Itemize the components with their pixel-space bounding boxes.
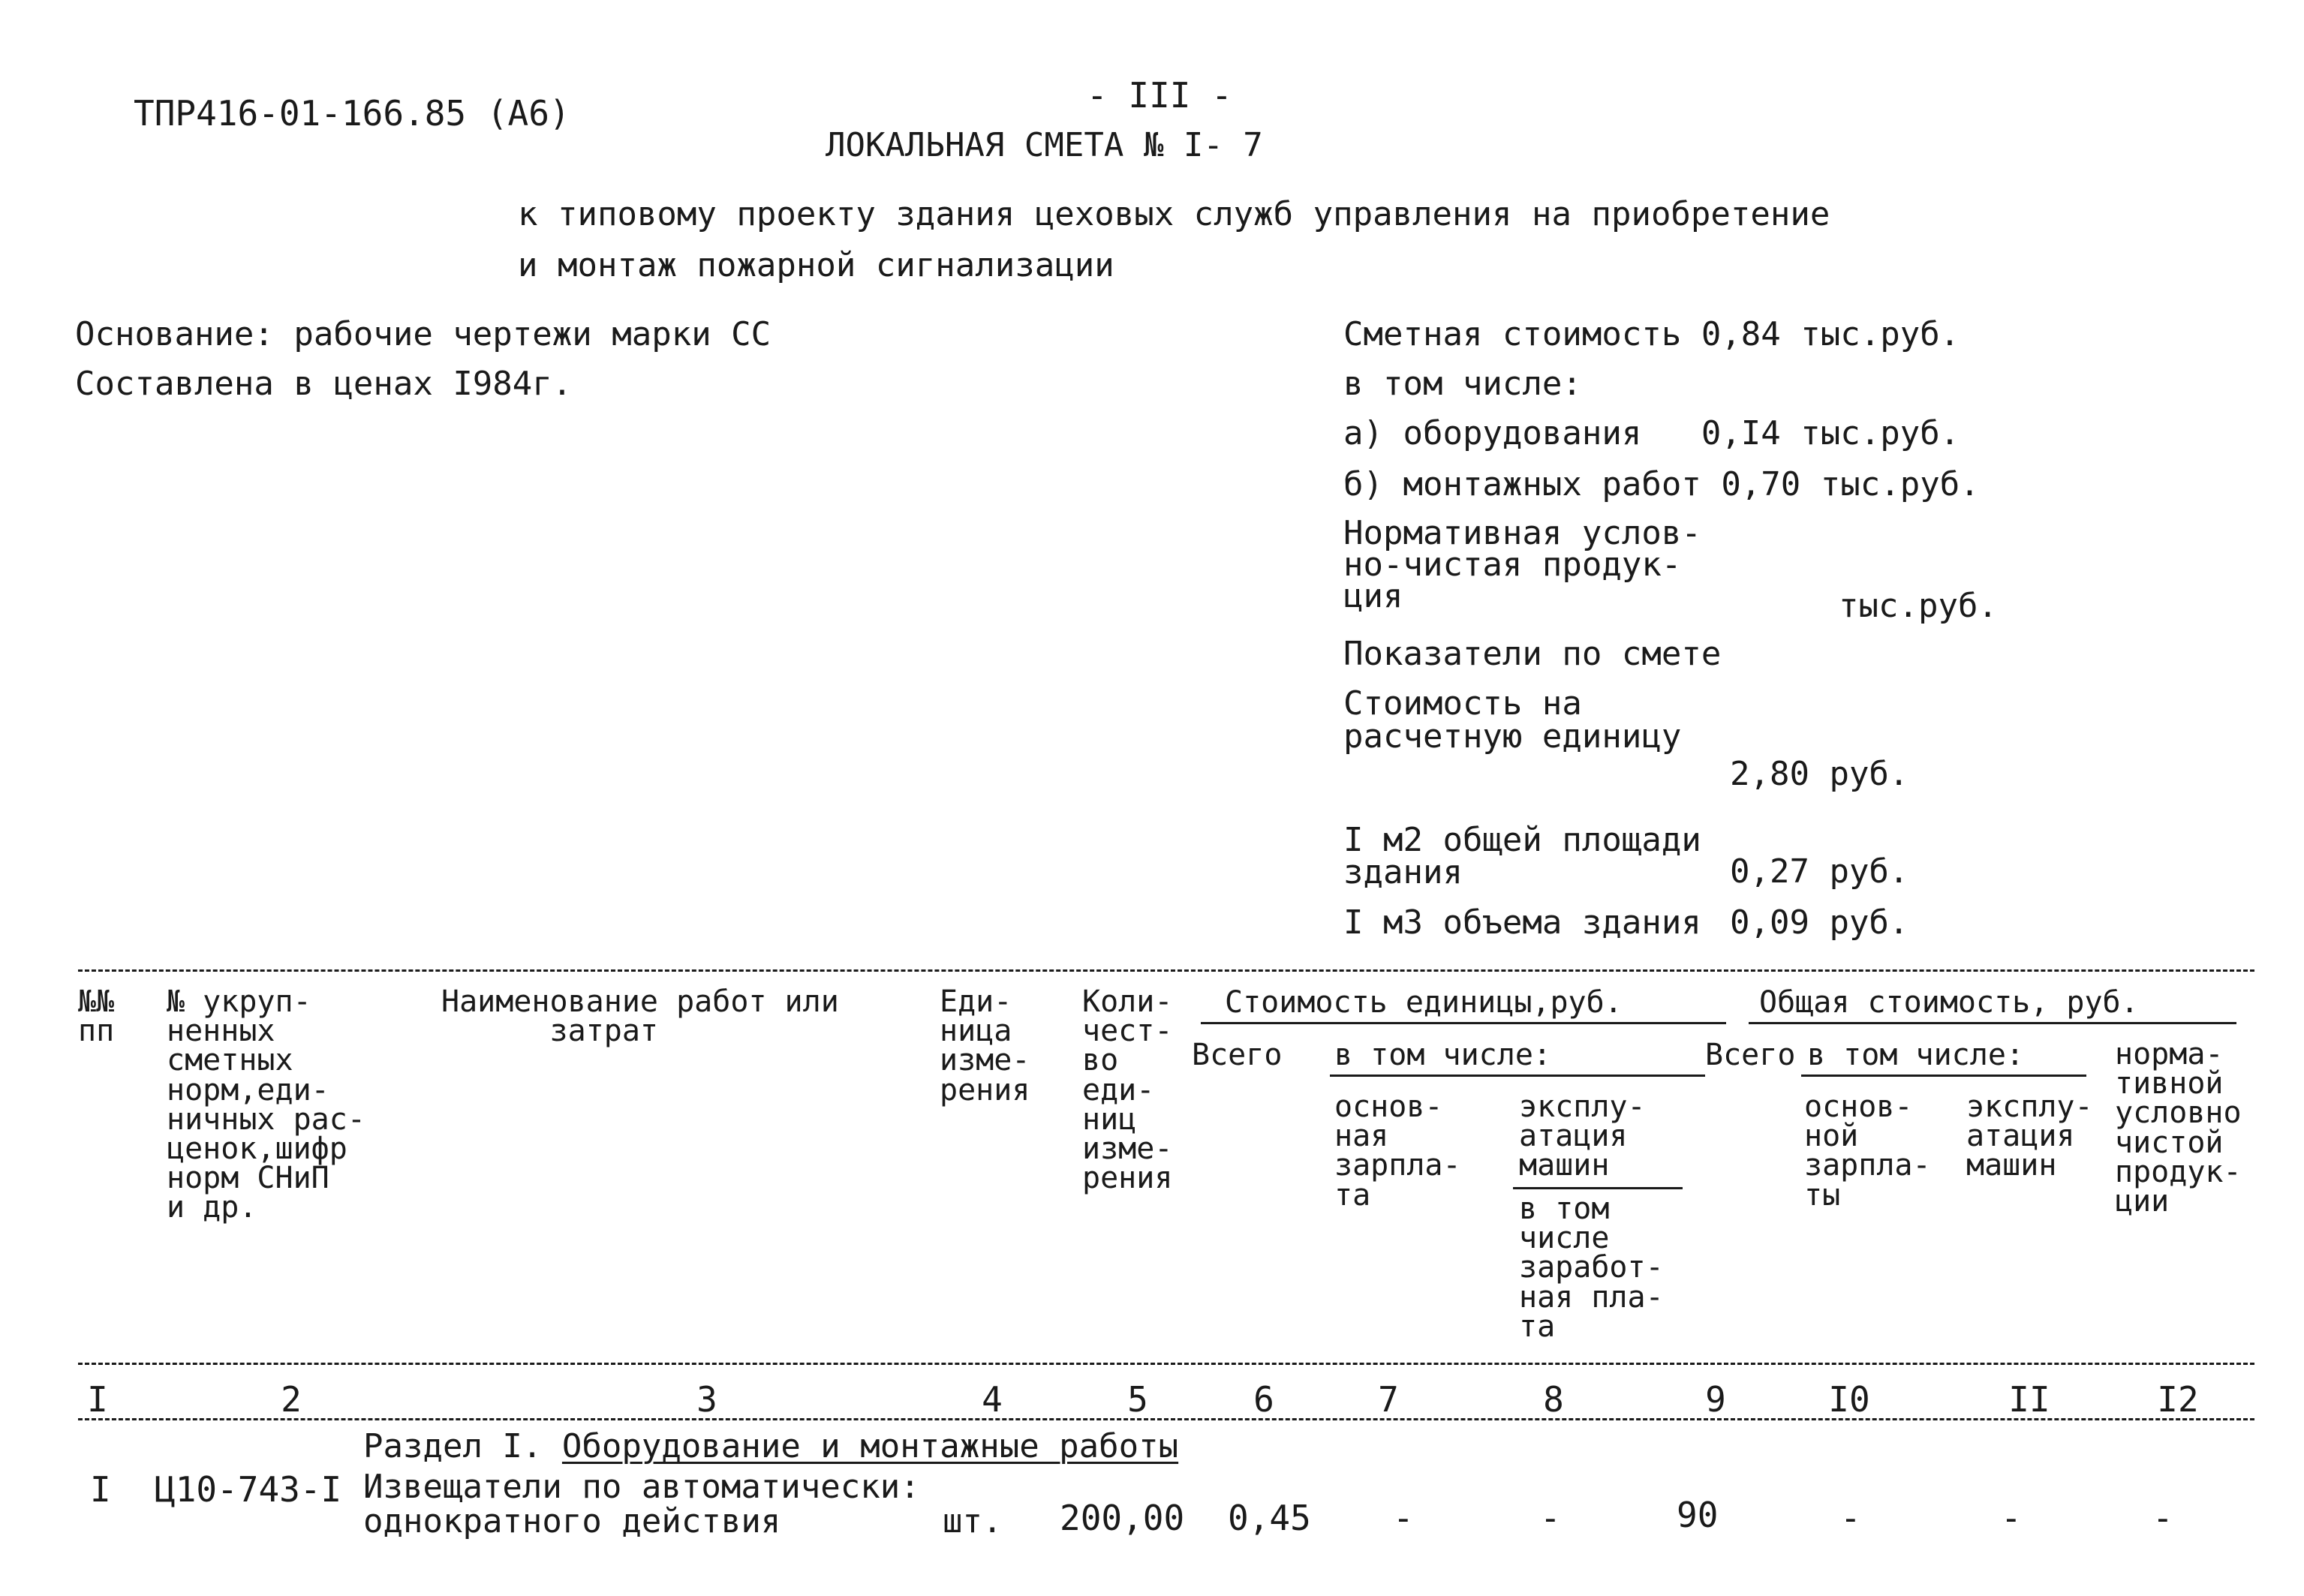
column-number-12: I2 [2157,1379,2199,1420]
header-col-3: Наименование работ или затрат [441,984,839,1049]
header-col-5: Коли- чест- во еди- ниц изме- рения [1082,984,1173,1196]
row-1-total: 90 [1677,1495,1719,1535]
row-1-name-line-1: Извещатели по автоматически: [363,1468,920,1506]
column-numbers-rule [78,1418,2254,1420]
total-including-underline [1801,1075,2086,1077]
header-col-1: №№ пп [78,984,115,1049]
header-col-7: основ- ная зарпла- та [1334,1090,1461,1213]
table-top-rule [78,969,2254,972]
norm-product-label: Нормативная услов- но-чистая продук- ция [1343,514,1701,616]
column-number-6: 6 [1253,1379,1274,1420]
unit-cost-group-underline [1201,1022,1726,1024]
header-col-9: Всего [1705,1038,1796,1072]
header-col-11: эксплу- атация машин [1966,1090,2093,1183]
installation-cost: б) монтажных работ 0,70 тыс.руб. [1343,465,1980,503]
column-number-3: 3 [696,1379,717,1420]
header-col-10: основ- ной зарпла- ты [1804,1090,1931,1213]
row-1-unit: шт. [943,1502,1003,1540]
subtitle-line-1: к типовому проекту здания цеховых служб управления на приобретение [518,195,1830,233]
header-total-cost-group: Общая стоимость, руб. [1759,985,2139,1020]
page-number: - III - [1087,75,1232,116]
total-cost-group-underline [1749,1022,2236,1024]
row-1-unit-machines: - [1540,1498,1561,1538]
header-unit-cost-group: Стоимость единицы,руб. [1225,985,1623,1020]
indicators-label: Показатели по смете [1343,635,1722,673]
volume-value: 0,09 руб. [1730,903,1909,942]
section-title-text: Оборудование и монтажные работы [561,1427,1179,1465]
document-title: ЛОКАЛЬНАЯ СМЕТА № I- 7 [826,126,1263,164]
header-col-2: № укруп- ненных сметных норм,еди- ничных рас- ценок,шифр норм СНиП и др. [167,984,365,1225]
basis-prices: Составлена в ценах I984г. [75,365,573,403]
section-title [363,1427,1179,1465]
norm-product-unit: тыс.руб. [1839,587,1998,625]
row-1-total-machines: - [2001,1498,2022,1538]
volume-label: I м3 объема здания [1343,903,1701,942]
column-number-8: 8 [1543,1379,1564,1420]
document-code: ТПР416-01-166.85 (А6) [134,93,570,134]
area-value: 0,27 руб. [1730,852,1909,891]
column-number-11: II [2008,1379,2050,1420]
column-number-10: I0 [1828,1379,1870,1420]
estimated-cost: Сметная стоимость 0,84 тыс.руб. [1343,315,1960,353]
including-label: в том числе: [1343,365,1582,403]
column-number-1: I [87,1379,108,1420]
row-1-unit-total: 0,45 [1228,1498,1311,1538]
column-number-2: 2 [281,1379,302,1420]
column-number-7: 7 [1378,1379,1399,1420]
column-number-5: 5 [1127,1379,1148,1420]
section-title-prefix: Раздел I. [363,1427,543,1465]
unit-cost-label: Стоимость на расчетную единицу [1343,684,1682,756]
basis-foundation: Основание: рабочие чертежи марки СС [75,315,772,353]
row-1-total-salary: - [1840,1498,1861,1538]
unit-including-underline [1330,1075,1705,1077]
header-col-8-bottom: в том числе заработ- ная пла- та [1519,1192,1664,1344]
col-8-divider [1513,1187,1683,1189]
equipment-cost: а) оборудования 0,I4 тыс.руб. [1343,414,1960,452]
column-number-9: 9 [1705,1379,1726,1420]
row-1-number: I [90,1469,111,1510]
row-1-name-line-2: однократного действия [363,1502,781,1540]
row-1-norm-product: - [2152,1498,2173,1538]
header-bottom-rule [78,1363,2254,1365]
column-number-4: 4 [982,1379,1003,1420]
header-col-8-top: эксплу- атация машин [1519,1090,1646,1183]
row-1-unit-salary: - [1393,1498,1414,1538]
header-col-12: норма- тивной условно чистой продук- ции [2115,1037,2242,1219]
header-total-including: в том числе: [1807,1038,2024,1072]
row-1-quantity: 200,00 [1060,1498,1185,1538]
unit-cost-value: 2,80 руб. [1730,755,1909,793]
subtitle-line-2: и монтаж пожарной сигнализации [518,246,1114,284]
row-1-code: Ц10-743-I [155,1469,342,1510]
header-unit-including: в том числе: [1334,1038,1551,1072]
header-col-4: Еди- ница изме- рения [940,984,1030,1108]
header-col-6: Всего [1192,1038,1283,1072]
area-label: I м2 общей площади здания [1343,821,1701,892]
